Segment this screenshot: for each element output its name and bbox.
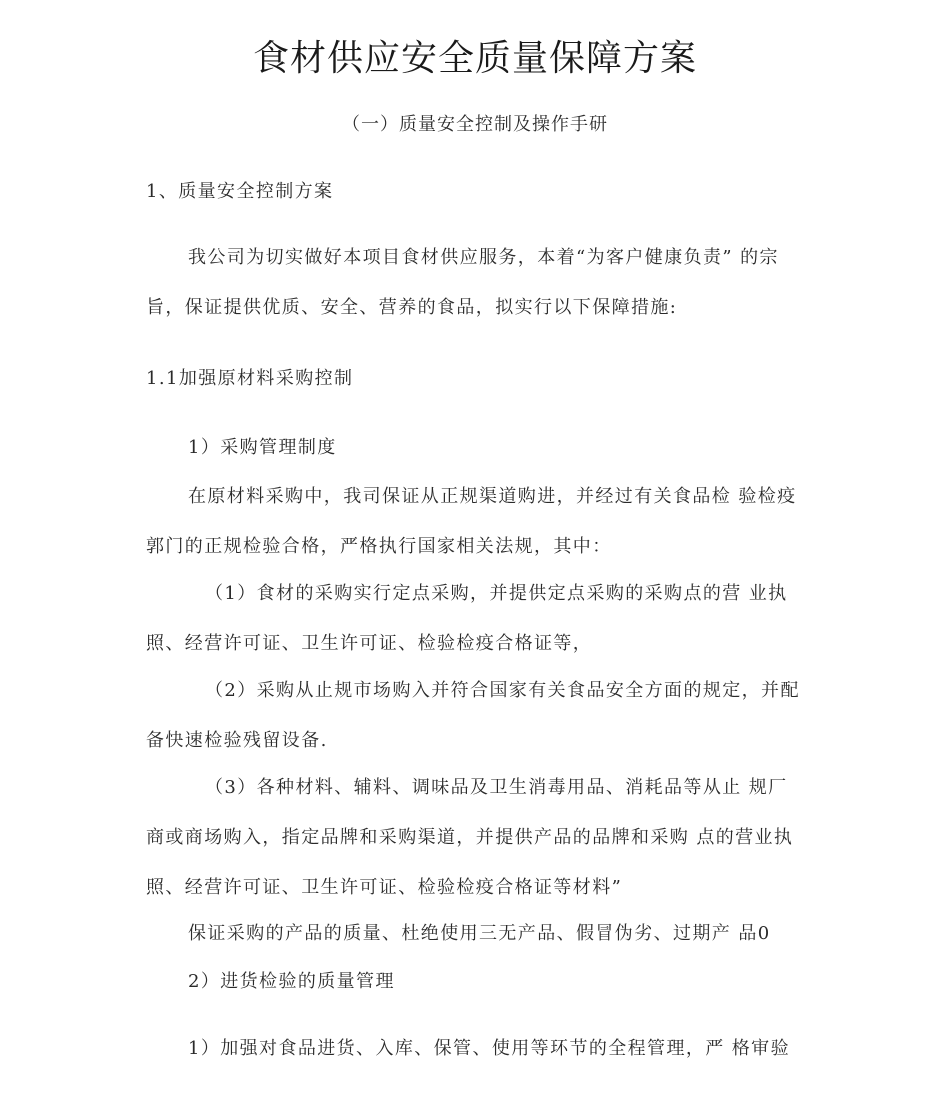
item-heading: 2）进货检验的质量管理 (188, 971, 395, 992)
item-heading: 1）采购管理制度 (188, 437, 337, 458)
paragraph-line: 保证采购的产品的质量、杜绝使用三无产品、假冒伪劣、过期产 品0 (188, 923, 771, 944)
list-item-line: 照、经营许可证、卫生许可证、检验检疫合格证等材料” (146, 877, 623, 898)
paragraph-line: 在原材料采购中，我司保证从正规渠道购进，并经过有关食品检 验检疫 (188, 486, 797, 507)
list-item-line: （3）各种材料、辅料、调味品及卫生消毒用品、消耗品等从止 规厂 (205, 777, 788, 798)
section-heading: 1、质量安全控制方案 (146, 181, 334, 202)
list-item-line: 备快速检验残留设备. (146, 730, 328, 751)
list-item-line: （1）食材的采购实行定点采购，并提供定点采购的采购点的营 业执 (205, 583, 788, 604)
list-item-line: （2）采购从止规市场购入并符合国家有关食品安全方面的规定，并配 (205, 680, 800, 701)
list-item-line: 照、经营许可证、卫生许可证、检验检疫合格证等， (146, 633, 593, 654)
document-title: 食材供应安全质量保障方案 (252, 38, 697, 79)
subsection-heading: 1.1加强原材料采购控制 (146, 368, 354, 389)
paragraph-line: 1）加强对食品进货、入库、保管、使用等环节的全程管理，严 格审验 (188, 1038, 790, 1059)
paragraph-line: 旨，保证提供优质、安全、营养的食品，拟实行以下保障措施: (146, 297, 678, 318)
document-subtitle: （一）质量安全控制及操作手研 (342, 114, 608, 135)
list-item-line: 商或商场购入，指定品牌和采购渠道，并提供产品的品牌和采购 点的营业执 (146, 827, 794, 848)
paragraph-line: 郭门的正规检验合格，严格执行国家相关法规，其中： (146, 536, 612, 557)
paragraph-line: 我公司为切实做好本项目食材供应服务，本着“为客户健康负责” 的宗 (188, 247, 779, 268)
